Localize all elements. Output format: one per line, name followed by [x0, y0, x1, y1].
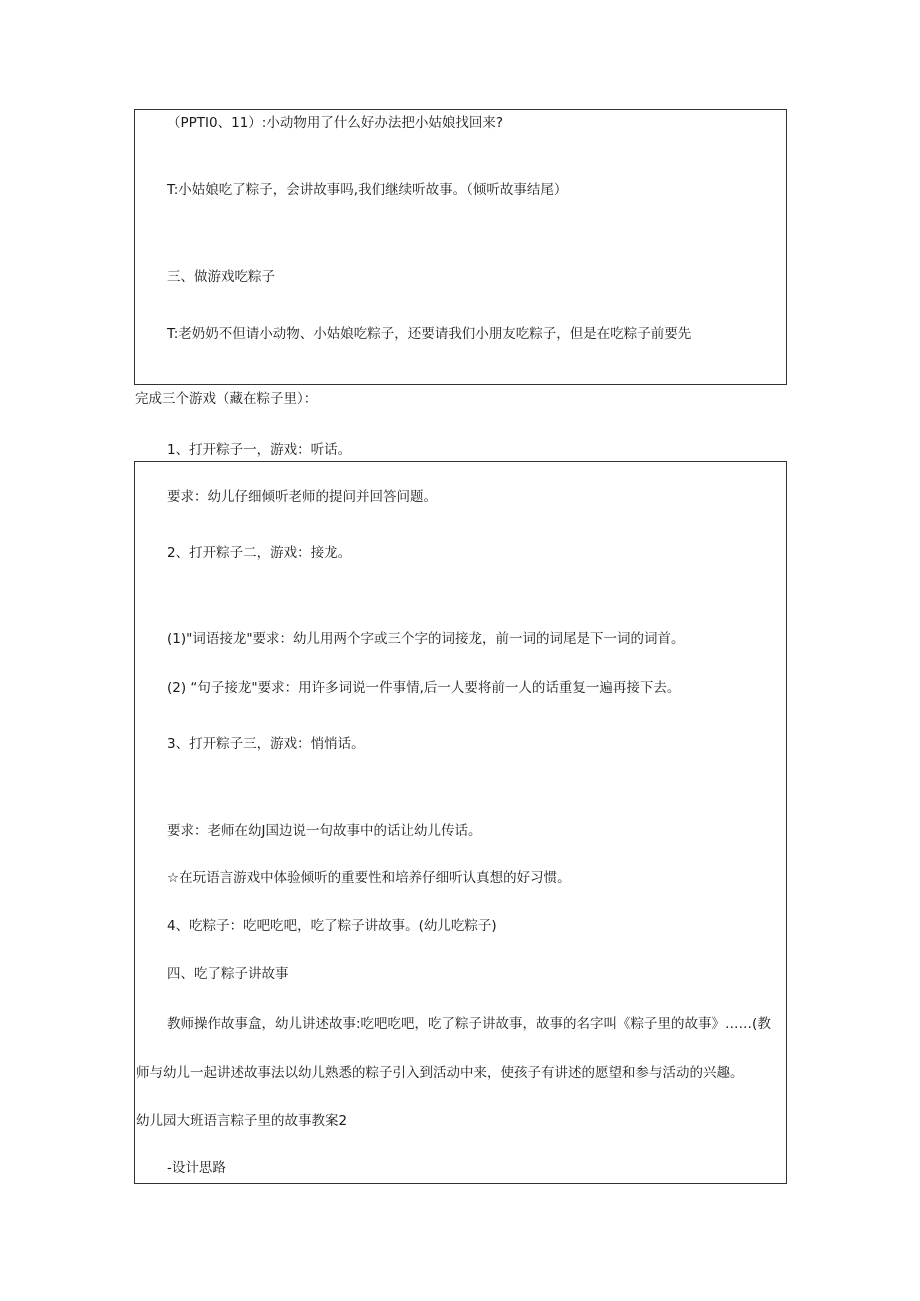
text-line-three-games: 完成三个游戏（藏在粽子里）：: [135, 391, 318, 407]
text-line-game-1: 1、打开粽子一，游戏：听话。: [167, 442, 352, 458]
text-line-story-box: 教师操作故事盒，幼儿讲述故事:吃吧吃吧，吃了粽子讲故事，故事的名字叫《粽子里的故事》……(教: [167, 1016, 771, 1032]
text-line-ppt-question: （PPTI0、11）:小动物用了什么好办法把小姑娘找回来?: [167, 115, 503, 131]
bordered-frame-top: [134, 109, 787, 385]
text-line-eat-zongzi: 4、吃粽子：吃吧吃吧，吃了粽子讲故事。(幼儿吃粽子): [167, 918, 497, 934]
text-line-requirement-3: 要求：老师在幼J国边说一句故事中的话让幼儿传话。: [167, 823, 482, 839]
text-line-sentence-chain: (2) “句子接龙"要求：用许多词说一件事情,后一人要将前一人的话重复一遍再接下去。: [167, 680, 681, 696]
text-line-story-box-cont: 师与幼儿一起讲述故事法以幼儿熟悉的粽子引入到活动中来，使孩子有讲述的愿望和参与活动的兴趣。: [136, 1065, 744, 1081]
section-heading-design: -设计思路: [167, 1160, 226, 1176]
text-line-word-chain: (1)"词语接龙"要求：幼儿用两个字或三个字的词接龙，前一词的词尾是下一词的词首。: [167, 631, 685, 647]
document-title-2: 幼儿园大班语言粽子里的故事教案2: [136, 1113, 348, 1129]
text-line-game-3: 3、打开粽子三，游戏：悄悄话。: [167, 736, 365, 752]
text-line-story-ending: T:小姑娘吃了粽子，会讲故事吗,我们继续听故事。（倾听故事结尾）: [167, 182, 568, 198]
text-line-grandma: T:老奶奶不但请小动物、小姑娘吃粽子，还要请我们小朋友吃粽子，但是在吃粽子前要先: [167, 326, 692, 342]
text-line-game-2: 2、打开粽子二，游戏：接龙。: [167, 545, 352, 561]
text-line-requirement-1: 要求：幼儿仔细倾听老师的提问并回答问题。: [167, 489, 437, 505]
section-heading-4: 四、吃了粽子讲故事: [167, 966, 289, 982]
text-line-star-note: ☆在玩语言游戏中体验倾听的重要性和培养仔细听认真想的好习惯。: [167, 870, 571, 886]
section-heading-3: 三、做游戏吃粽子: [167, 269, 275, 285]
